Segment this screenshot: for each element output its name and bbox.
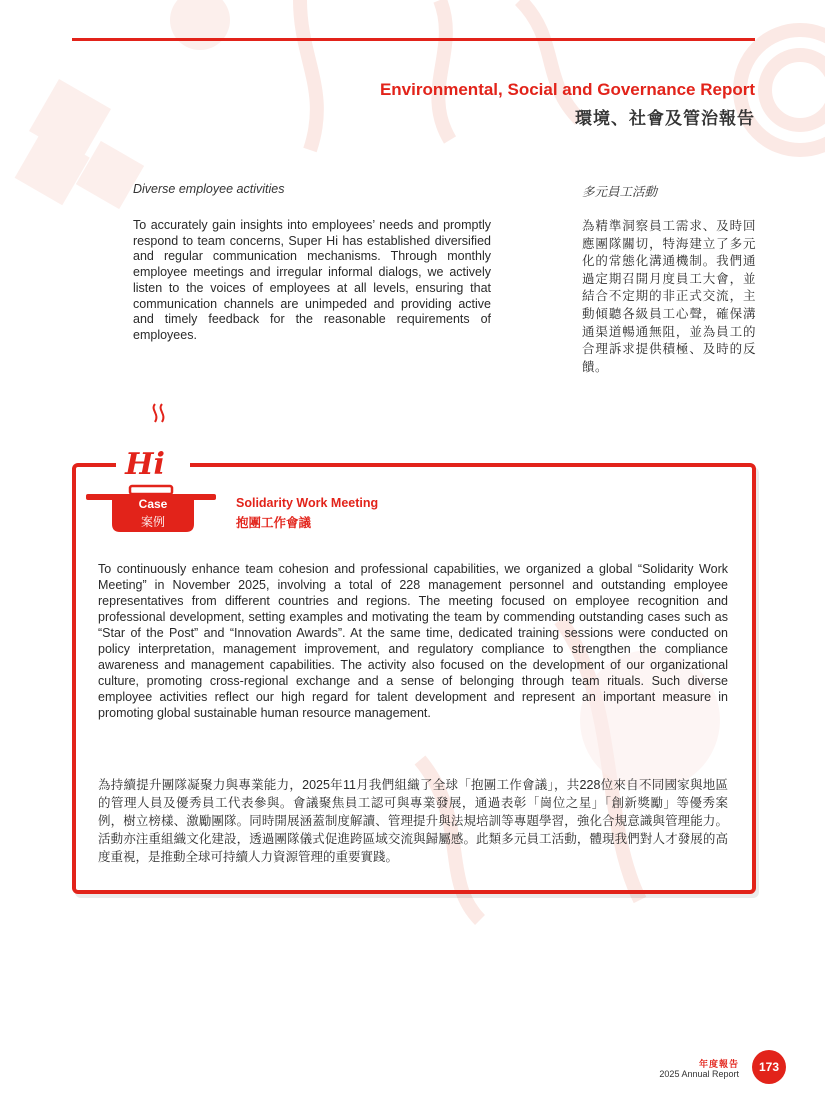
case-body-en: To continuously enhance team cohesion and professional capabilities, we organized a global “Solidarity Work Meeting” in November 2025, involving a total of 228 management personnel and outstanding employee representatives from different countries and regions. The meeting focused on employee recognition and professional development, setting examples and motivating the team by commending outstanding cases such as “Star of the Post” and “Innovation Awards”. At the same time, dedicated training sessions were conducted on policy interpretation, management improvement, and regulatory compliance to strengthen the compliance awareness and management capabilities. The activity also focused on the development of our organizational culture, promoting cross-regional exchange and a sense of belonging through team rituals. Such diverse employee activities reflect our high regard for talent development and represent an important measure in promoting global sustainable human resource management. bbox=[98, 562, 728, 720]
footer-report-label-zh: 年度報告 bbox=[698, 1059, 739, 1069]
case-label-en: Case bbox=[138, 497, 168, 511]
case-body-zh: 為持續提升團隊凝聚力與專業能力，2025年11月我們組織了全球「抱團工作會議」，共228位來自不同國家與地區的管理人員及優秀員工代表參與。會議聚焦員工認可與專業發展，通過表彰「崗位之星」「創新獎勵」等優秀案例，樹立榜樣、激勵團隊。同時開展涵蓋制度解讀、管理提升與法規培訓等專題學習，強化合規意識與管理能力。活動亦注重組織文化建設，透過團隊儀式促進跨區域交流與歸屬感。此類多元員工活動，體現我們對人才發展的高度重視，是推動全球可持續人力資源管理的重要實踐。 bbox=[98, 778, 728, 864]
section-paragraph-en: To accurately gain insights into employees’ needs and promptly respond to team concerns, Super Hi has established diversified and regular communication mechanisms. Through monthly employee meetings and irregular informal dialogs, we actively listen to the voices of employees at all levels, ensuring that communication channels are unimpeded and providing active and timely feedback for the reasonable requirements of employees. bbox=[133, 218, 491, 342]
section-heading-en: Diverse employee activities bbox=[133, 182, 285, 196]
header-rule bbox=[72, 38, 755, 41]
case-title-en: Solidarity Work Meeting bbox=[236, 496, 379, 510]
footer-report-label-en: 2025 Annual Report bbox=[659, 1069, 739, 1079]
hi-logo-text: Hi bbox=[125, 447, 165, 482]
report-title-zh: 環境、社會及管治報告 bbox=[575, 109, 755, 128]
page-number-badge: 173 bbox=[752, 1050, 786, 1084]
report-title-en: Environmental, Social and Governance Report bbox=[379, 80, 755, 99]
section-paragraph-zh: 為精準洞察員工需求、及時回應團隊關切，特海建立了多元化的常態化溝通機制。我們通過定期召開月度員工大會，並結合不定期的非正式交流，主動傾聽各級員工心聲，確保溝通渠道暢通無阻，並為員工的合理訴求提供積極、及時的反饋。 bbox=[582, 219, 756, 374]
case-label-zh: 案例 bbox=[140, 515, 165, 529]
section-heading-zh: 多元員工活動 bbox=[582, 185, 658, 199]
case-title-zh: 抱團工作會議 bbox=[236, 516, 312, 530]
